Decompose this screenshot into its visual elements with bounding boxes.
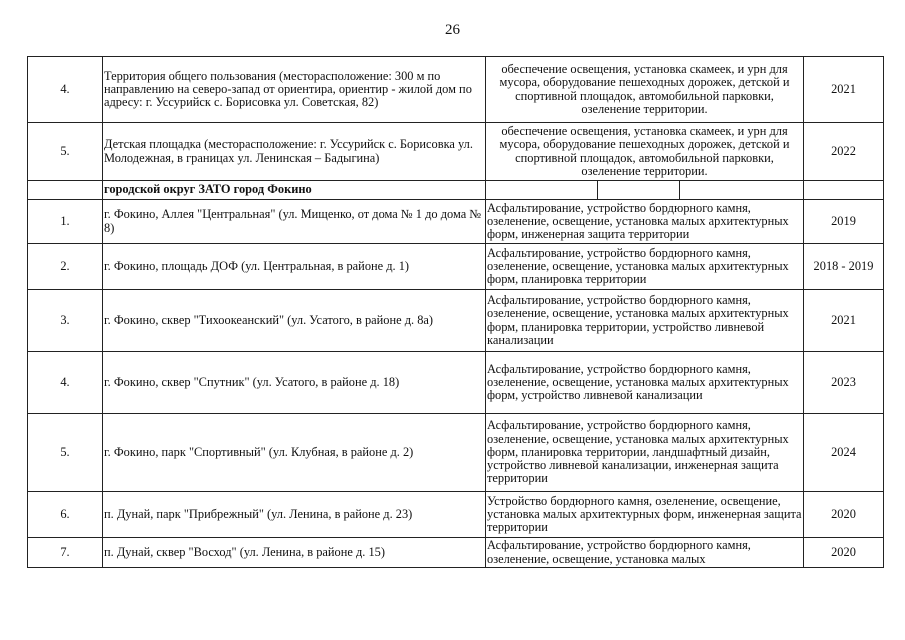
territory-description: г. Фокино, сквер "Тихоокеанский" (ул. Усатого, в районе д. 8а): [103, 290, 486, 352]
row-number: 3.: [28, 290, 103, 352]
section-row: [28, 181, 884, 200]
year-cell: 2018 - 2019: [804, 244, 884, 290]
row-number: 6.: [28, 492, 103, 538]
row-number: 4.: [28, 57, 103, 123]
table-row: [28, 538, 884, 568]
year-cell: 2021: [804, 290, 884, 352]
program-table: [27, 56, 884, 568]
section-title: городской округ ЗАТО город Фокино: [103, 181, 486, 200]
year-cell: 2024: [804, 414, 884, 492]
works-list: Асфальтирование, устройство бордюрного камня, озеленение, освещение, установка малых архитектурных форм, инженерная защита территории: [486, 200, 804, 244]
table-row: [28, 200, 884, 244]
year-cell: 2020: [804, 538, 884, 568]
works-list: Устройство бордюрного камня, озеленение, освещение, установка малых архитектурных форм, инженерная защита территории: [486, 492, 804, 538]
page-number: 26: [445, 22, 460, 38]
works-list: Асфальтирование, устройство бордюрного камня, озеленение, освещение, установка малых: [486, 538, 804, 568]
territory-description: г. Фокино, сквер "Спутник" (ул. Усатого, в районе д. 18): [103, 352, 486, 414]
row-number: 5.: [28, 414, 103, 492]
year-cell: 2020: [804, 492, 884, 538]
works-list: Асфальтирование, устройство бордюрного камня, озеленение, освещение, установка малых архитектурных форм, планировка территории, ландшафтный дизайн, устройство ливневой канализации, инженерная защита территории: [486, 414, 804, 492]
row-number: 2.: [28, 244, 103, 290]
table-row: [28, 492, 884, 538]
year-cell: 2023: [804, 352, 884, 414]
table-row: [28, 352, 884, 414]
works-list: Асфальтирование, устройство бордюрного камня, озеленение, освещение, установка малых архитектурных форм, планировка территории: [486, 244, 804, 290]
territory-description: г. Фокино, парк "Спортивный" (ул. Клубная, в районе д. 2): [103, 414, 486, 492]
row-number: 7.: [28, 538, 103, 568]
table-row: [28, 290, 884, 352]
year-cell: 2022: [804, 123, 884, 181]
row-number: 1.: [28, 200, 103, 244]
territory-description: Детская площадка (месторасположение: г. Уссурийск с. Борисовка ул. Молодежная, в границах ул. Ленинская – Бадыгина): [103, 123, 486, 181]
section-number-cell: [28, 181, 103, 200]
row-number: 4.: [28, 352, 103, 414]
row-number: 5.: [28, 123, 103, 181]
works-list: обеспечение освещения, установка скамеек, и урн для мусора, оборудование пешеходных дорожек, детской и спортивной площадок, автомобильной парковки, озеленение территории.: [486, 57, 804, 123]
territory-description: п. Дунай, сквер "Восход" (ул. Ленина, в районе д. 15): [103, 538, 486, 568]
territory-description: п. Дунай, парк "Прибрежный" (ул. Ленина, в районе д. 23): [103, 492, 486, 538]
territory-description: г. Фокино, Аллея "Центральная" (ул. Мищенко, от дома № 1 до дома № 8): [103, 200, 486, 244]
works-list: Асфальтирование, устройство бордюрного камня, озеленение, освещение, установка малых архитектурных форм, устройство ливневой канализации: [486, 352, 804, 414]
works-list: Асфальтирование, устройство бордюрного камня, озеленение, освещение, установка малых архитектурных форм, планировка территории, устройство ливневой канализации: [486, 290, 804, 352]
territory-description: г. Фокино, площадь ДОФ (ул. Центральная, в районе д. 1): [103, 244, 486, 290]
table-row: [28, 244, 884, 290]
year-cell: 2019: [804, 200, 884, 244]
table-row: [28, 123, 884, 181]
works-list: обеспечение освещения, установка скамеек, и урн для мусора, оборудование пешеходных дорожек, детской и спортивной площадок, автомобильной парковки, озеленение территории.: [486, 123, 804, 181]
year-cell: 2021: [804, 57, 884, 123]
section-year-cell: [804, 181, 884, 200]
territory-description: Территория общего пользования (месторасположение: 300 м по направлению на северо-запад от ориентира, ориентир - жилой дом по адресу: г. Уссурийск с. Борисовка ул. Советская, 82): [103, 57, 486, 123]
section-works-cell: [486, 181, 804, 200]
table-row: [28, 414, 884, 492]
table-row: [28, 57, 884, 123]
